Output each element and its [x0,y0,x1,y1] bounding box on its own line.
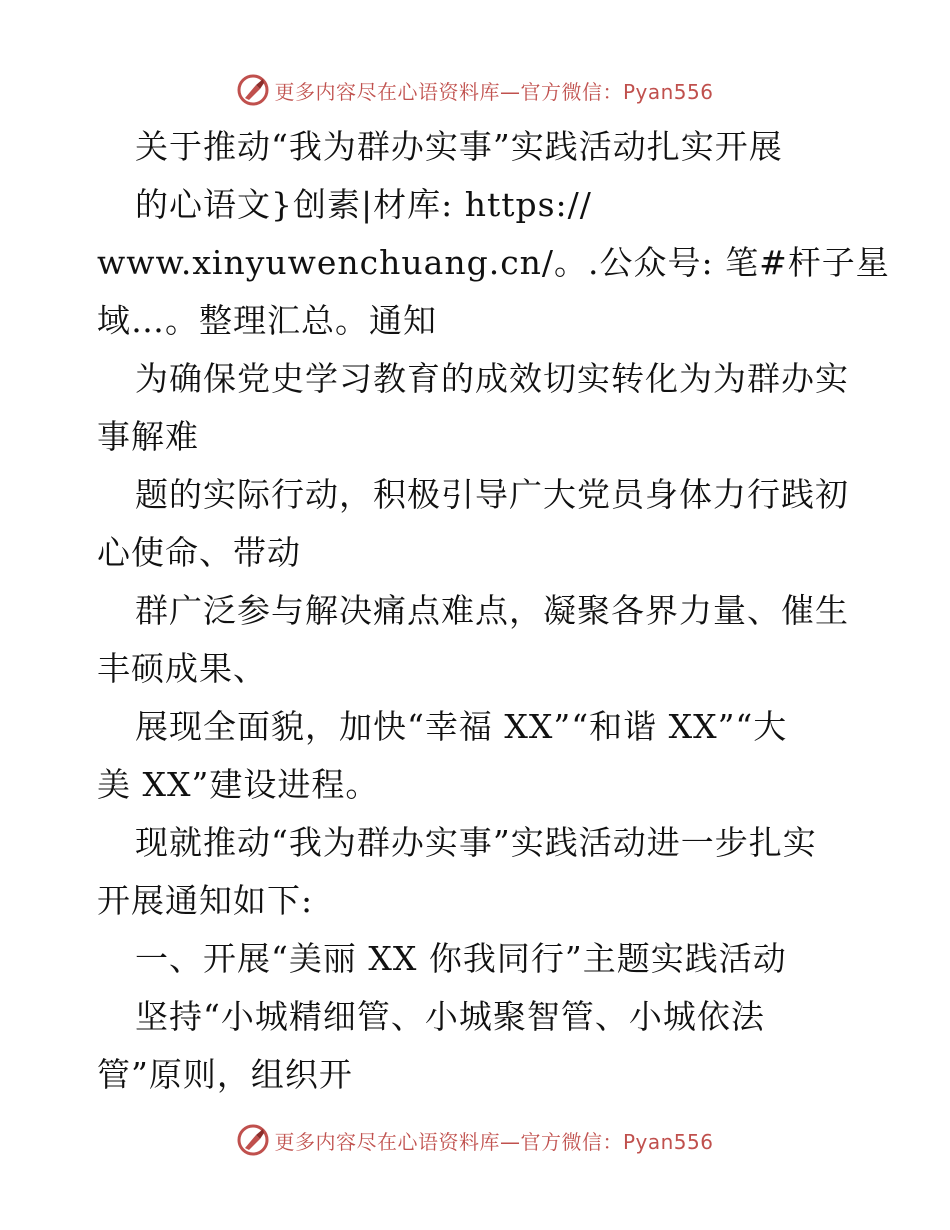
text-line: 开展通知如下: [97,881,314,920]
text-line: 事解难 [97,417,199,456]
text-line: 题的实际行动，积极引导广大党员身体力行践初 [135,475,849,514]
document-body [97,118,890,1104]
text-line: 丰硕成果、 [97,649,267,688]
text-line: 为确保党史学习教育的成效切实转化为为群办实 [135,359,849,398]
watermark-text: 更多内容尽在心语资料库—官方微信：Pyan556 [274,1129,714,1154]
watermark-text: 更多内容尽在心语资料库—官方微信：Pyan556 [274,79,714,104]
text-line: 坚持“小城精细管、小城聚智管、小城依法 [135,997,765,1036]
header-watermark [0,70,950,110]
text-line: 的心语文}创素|材库: https:// [135,185,592,224]
text-line: 域…。整理汇总。通知 [97,301,437,340]
text-line: 一、开展“美丽 XX 你我同行”主题实践活动 [135,939,787,978]
text-line: 展现全面貌，加快“幸福 XX”“和谐 XX”“大 [135,707,788,746]
text-line: 现就推动“我为群办实事”实践活动进一步扎实 [135,823,817,862]
text-line: 心使命、带动 [97,533,301,572]
pen-nib-circle-icon [236,73,270,107]
footer-watermark [0,1120,950,1160]
pen-nib-circle-icon [236,1123,270,1157]
text-line: 群广泛参与解决痛点难点，凝聚各界力量、催生 [135,591,849,630]
text-line: 美 XX”建设进程。 [97,765,380,804]
text-line: 管”原则，组织开 [97,1055,353,1094]
text-line: www.xinyuwenchuang.cn/。.公众号: 笔#杆子星 [97,243,890,282]
text-line: 关于推动“我为群办实事”实践活动扎实开展 [135,127,783,166]
